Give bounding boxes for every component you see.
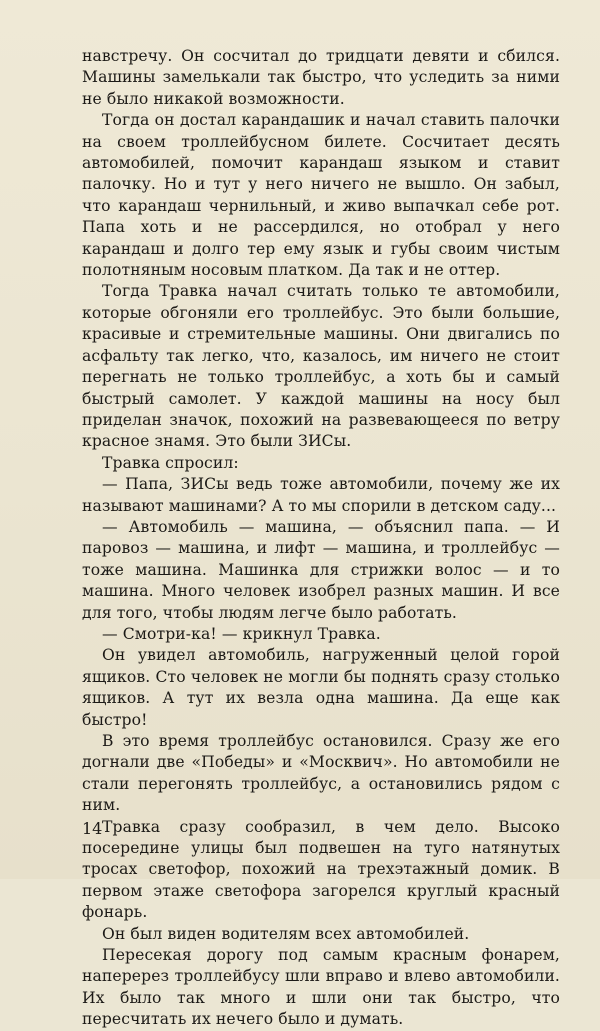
paragraph-8: Он увидел автомобиль, нагруженный целой горой ящиков. Сто человек не могли бы поднять сразу столько ящиков. А тут их везла одна машина. Да еще как быстро! [82,646,560,729]
paragraph-7: — Смотри-ка! — крикнул Травка. [102,624,381,643]
paragraph-6: — Автомобиль — машина, — объяснил папа. — И паровоз — машина, и лифт — машина, и троллейбус — тоже машина. Машинка для стрижки волос — и то машина. Много человек изобрел разных машин. И все для того, чтобы людям легче было работать. [82,517,560,622]
paragraph-3: Тогда Травка начал считать только те автомобили, которые обгоняли его троллейбус. Это были большие, красивые и стремительные машины. Они двигались по асфальту так легко, что, казалось, им ничего не стоит перегнать не только троллейбус, а хоть бы и самый быстрый самолет. У каждой машины на носу был приделан значок, похожий на развевающееся по ветру красное знамя. Это были ЗИСы. [82,282,560,451]
page-text [82,46,560,1031]
paragraph-10: Травка сразу сообразил, в чем дело. Высоко посередине улицы был подвешен на туго натянутых тросах светофор, похожий на трехэтажный домик. В первом этаже светофора загорелся круглый красный фонарь. [82,817,560,922]
paragraph-11: Он был виден водителям всех автомобилей. [102,924,470,943]
paragraph-1: навстречу. Он сосчитал до тридцати девяти и сбился. Машины замелькали так быстро, что уследить за ними не было никакой возможности. [82,47,560,108]
paragraph-12: Пересекая дорогу под самым красным фонарем, наперерез троллейбусу шли вправо и влево автомобили. Их было так много и шли они так быстро, что пересчитать их нечего было и думать. [82,946,560,1029]
paragraph-2: Тогда он достал карандашик и начал ставить палочки на своем троллейбусном билете. Сосчитает десять автомобилей, помочит карандаш языком и ставит палочку. Но и тут у него ничего не вышло. Он забыл, что карандаш чернильный, и живо выпачкал себе рот. Папа хоть и не рассердился, но отобрал у него карандаш и долго тер ему язык и губы своим чистым полотняным носовым платком. Да так и не оттер. [82,111,560,280]
page-number: 14 [82,819,103,838]
paragraph-4: Травка спросил: [102,453,239,472]
paragraph-5: — Папа, ЗИСы ведь тоже автомобили, почему же их называют машинами? А то мы спорили в детском саду... [82,475,560,515]
paragraph-9: В это время троллейбус остановился. Сразу же его догнали две «Победы» и «Москвич». Но автомобили не стали перегонять троллейбус, а остановились рядом с ним. [82,732,560,815]
